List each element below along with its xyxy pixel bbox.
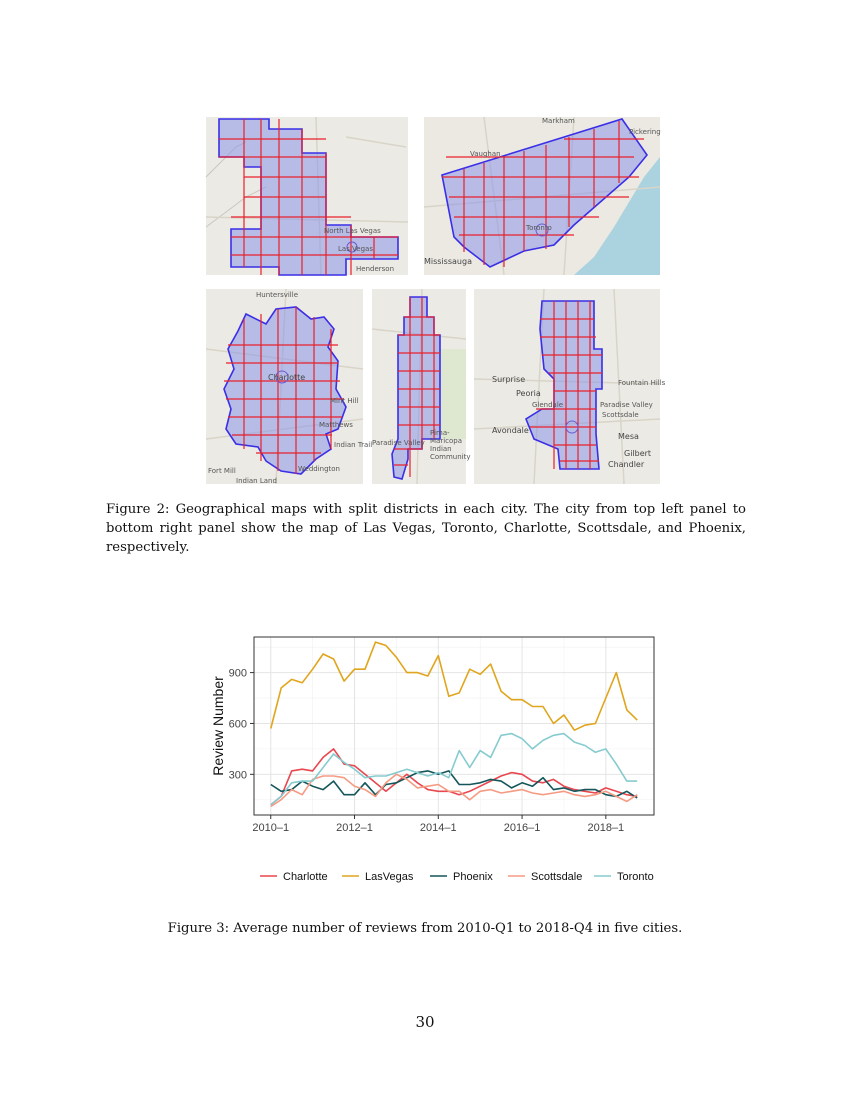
y-axis xyxy=(229,668,254,782)
y-axis-label: Review Number xyxy=(210,676,226,776)
x-tick-label: 2012–1 xyxy=(336,822,373,834)
map-label: Avondale xyxy=(492,426,529,435)
map-label: Fountain Hills xyxy=(618,379,666,387)
map-label: Mint Hill xyxy=(330,397,359,405)
map-label: Indian Land xyxy=(236,477,277,485)
legend-item-charlotte xyxy=(260,871,328,883)
map-label: Glendale xyxy=(532,401,564,409)
legend-label: Scottsdale xyxy=(531,871,583,883)
legend-item-toronto xyxy=(594,871,654,883)
x-tick-label: 2014–1 xyxy=(419,822,457,834)
map-label: Mississauga xyxy=(424,257,472,266)
figure-3-caption: Figure 3: Average number of reviews from 2010-Q1 to 2018-Q4 in five cities. xyxy=(167,921,683,936)
map-label: Paradise Valley xyxy=(600,401,653,409)
map-label: Vaughan xyxy=(470,150,501,158)
map-label: Scottsdale xyxy=(602,411,639,419)
plot-background xyxy=(254,637,654,815)
x-tick-label: 2018–1 xyxy=(587,822,625,834)
legend-label: Phoenix xyxy=(453,871,493,883)
map-label: Gilbert xyxy=(624,449,652,458)
map-label: Surprise xyxy=(492,375,526,384)
map-label: Indian Trail xyxy=(334,441,373,449)
map-label: North Las Vegas xyxy=(324,227,381,235)
map-label: Mesa xyxy=(618,432,639,441)
x-axis xyxy=(252,815,624,834)
map-label: Paradise Valley xyxy=(372,439,425,447)
map-panel-toronto xyxy=(424,117,660,275)
review-number-line-chart xyxy=(200,630,670,895)
las-vegas-district-map xyxy=(206,117,408,275)
map-label: Charlotte xyxy=(268,373,306,382)
legend-label: Charlotte xyxy=(283,871,328,883)
map-panel-scottsdale xyxy=(372,289,471,484)
map-panel-charlotte xyxy=(206,289,373,485)
y-tick-label: 300 xyxy=(228,769,247,782)
map-label: Chandler xyxy=(608,460,645,469)
map-label: Henderson xyxy=(356,265,395,273)
map-label: Fort Mill xyxy=(208,467,236,475)
map-label: Las Vegas xyxy=(338,245,373,253)
map-label: Toronto xyxy=(526,224,552,232)
legend-item-scottsdale xyxy=(508,871,582,883)
map-label: Pima-Maricopa Indian Community xyxy=(430,429,471,461)
map-label: Weddington xyxy=(298,465,340,473)
map-panel-las-vegas xyxy=(206,117,408,275)
map-label: Huntersville xyxy=(256,291,298,299)
x-tick-label: 2010–1 xyxy=(252,822,290,834)
map-label: Pickering xyxy=(629,128,661,136)
legend-item-lasvegas xyxy=(342,871,414,883)
charlotte-district-map xyxy=(206,289,363,484)
map-label: Peoria xyxy=(516,389,541,398)
y-tick-label: 900 xyxy=(228,667,247,680)
legend-label: Toronto xyxy=(617,871,654,883)
figure-2-caption: Figure 2: Geographical maps with split districts in each city. The city from top left panel to bottom right panel show the map of Las Vegas, Toronto, Charlotte, Scottsdale, and Phoenix, respectively. xyxy=(106,502,746,555)
map-panel-phoenix xyxy=(474,289,666,484)
toronto-district-map xyxy=(424,117,660,275)
legend-item-phoenix xyxy=(430,871,493,883)
map-label: Matthews xyxy=(319,421,353,429)
x-tick-label: 2016–1 xyxy=(503,822,541,834)
legend-label: LasVegas xyxy=(365,871,414,883)
page-number: 30 xyxy=(415,1013,435,1031)
map-label: Markham xyxy=(542,117,575,125)
legend xyxy=(260,871,654,883)
y-tick-label: 600 xyxy=(228,718,247,731)
